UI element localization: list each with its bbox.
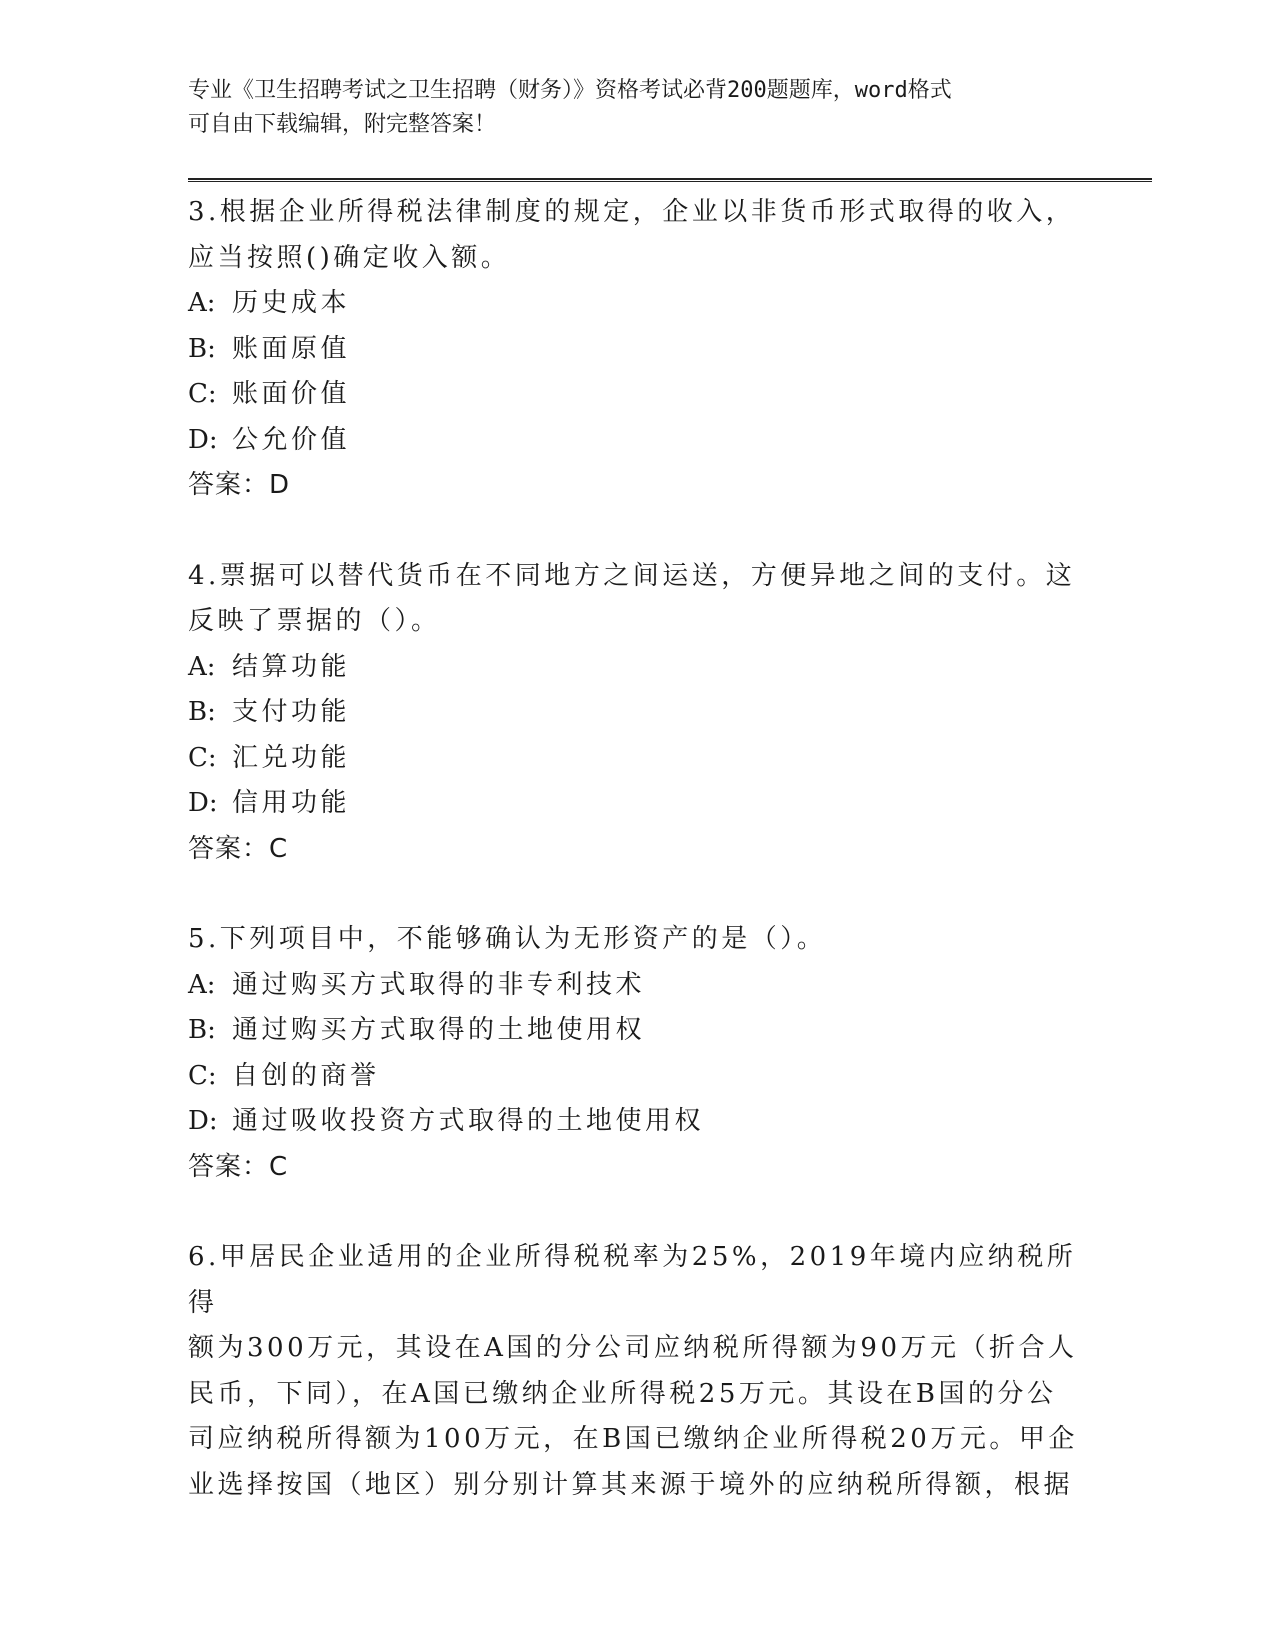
option-text: 账面价值 bbox=[232, 379, 351, 409]
option-c bbox=[188, 1054, 1088, 1100]
option-a bbox=[188, 281, 1088, 327]
option-key: C: bbox=[188, 742, 217, 773]
option-text: 自创的商誉 bbox=[232, 1060, 380, 1091]
option-b bbox=[188, 690, 1088, 736]
question-stem-line: 3.根据企业所得税法律制度的规定，企业以非货币形式取得的收入， bbox=[188, 197, 1076, 227]
question-stem-line: 额为300万元，其设在A国的分公司应纳税所得额为90万元（折合人 bbox=[188, 1333, 1078, 1363]
question-5 bbox=[188, 917, 1088, 1190]
option-c bbox=[188, 736, 1088, 782]
option-d bbox=[188, 781, 1088, 827]
header-line-2: 可自由下载编辑，附完整答案！ bbox=[188, 112, 497, 137]
spacer bbox=[188, 872, 1088, 917]
option-a bbox=[188, 963, 1088, 1009]
question-3 bbox=[188, 190, 1088, 509]
question-stem-line: 反映了票据的（）。 bbox=[188, 606, 441, 636]
option-b bbox=[188, 327, 1088, 373]
option-text: 支付功能 bbox=[232, 697, 351, 727]
question-list bbox=[188, 190, 1088, 1508]
option-key: D: bbox=[188, 424, 218, 455]
option-text: 结算功能 bbox=[232, 651, 351, 682]
option-text: 历史成本 bbox=[232, 288, 351, 318]
option-key: C: bbox=[188, 1060, 217, 1091]
question-stem-line: 业选择按国（地区）别分别计算其来源于境外的应纳税所得额，根据 bbox=[188, 1469, 1074, 1500]
option-text: 汇兑功能 bbox=[232, 742, 351, 773]
question-stem-line: 司应纳税所得额为100万元，在B国已缴纳企业所得税20万元。甲企 bbox=[188, 1424, 1078, 1454]
option-key: A: bbox=[188, 288, 216, 318]
option-c bbox=[188, 372, 1088, 418]
spacer bbox=[188, 509, 1088, 554]
answer-line: 答案：D bbox=[188, 470, 291, 500]
option-key: D: bbox=[188, 1106, 218, 1136]
option-key: B: bbox=[188, 333, 216, 364]
option-text: 信用功能 bbox=[232, 788, 351, 818]
answer-line: 答案：C bbox=[188, 1151, 289, 1182]
option-text: 通过购买方式取得的土地使用权 bbox=[232, 1015, 646, 1045]
option-key: A: bbox=[188, 651, 216, 682]
option-text: 公允价值 bbox=[232, 424, 351, 455]
answer-line: 答案：C bbox=[188, 833, 289, 864]
option-d bbox=[188, 418, 1088, 464]
option-d bbox=[188, 1099, 1088, 1145]
option-text: 通过吸收投资方式取得的土地使用权 bbox=[232, 1106, 705, 1136]
option-key: D: bbox=[188, 788, 218, 818]
spacer bbox=[188, 1190, 1088, 1235]
question-6 bbox=[188, 1235, 1088, 1508]
question-4 bbox=[188, 554, 1088, 873]
header-divider bbox=[188, 178, 1152, 182]
document-header bbox=[188, 74, 1068, 142]
option-key: C: bbox=[188, 379, 217, 409]
header-line-1: 专业《卫生招聘考试之卫生招聘（财务）》资格考试必背200题题库，word格式 bbox=[188, 78, 952, 103]
option-a bbox=[188, 645, 1088, 691]
question-stem-line: 民币，下同），在A国已缴纳企业所得税25万元。其设在B国的分公 bbox=[188, 1378, 1057, 1409]
option-key: B: bbox=[188, 1015, 216, 1045]
option-key: A: bbox=[188, 969, 216, 1000]
question-stem-line: 4.票据可以替代货币在不同地方之间运送，方便异地之间的支付。这 bbox=[188, 560, 1076, 591]
question-stem-line: 6.甲居民企业适用的企业所得税税率为25%，2019年境内应纳税所得 bbox=[188, 1242, 1077, 1318]
option-text: 通过购买方式取得的非专利技术 bbox=[232, 969, 646, 1000]
question-stem-line: 5.下列项目中，不能够确认为无形资产的是（）。 bbox=[188, 924, 827, 954]
question-stem-line: 应当按照()确定收入额。 bbox=[188, 242, 511, 273]
option-key: B: bbox=[188, 697, 216, 727]
option-text: 账面原值 bbox=[232, 333, 351, 364]
option-b bbox=[188, 1008, 1088, 1054]
